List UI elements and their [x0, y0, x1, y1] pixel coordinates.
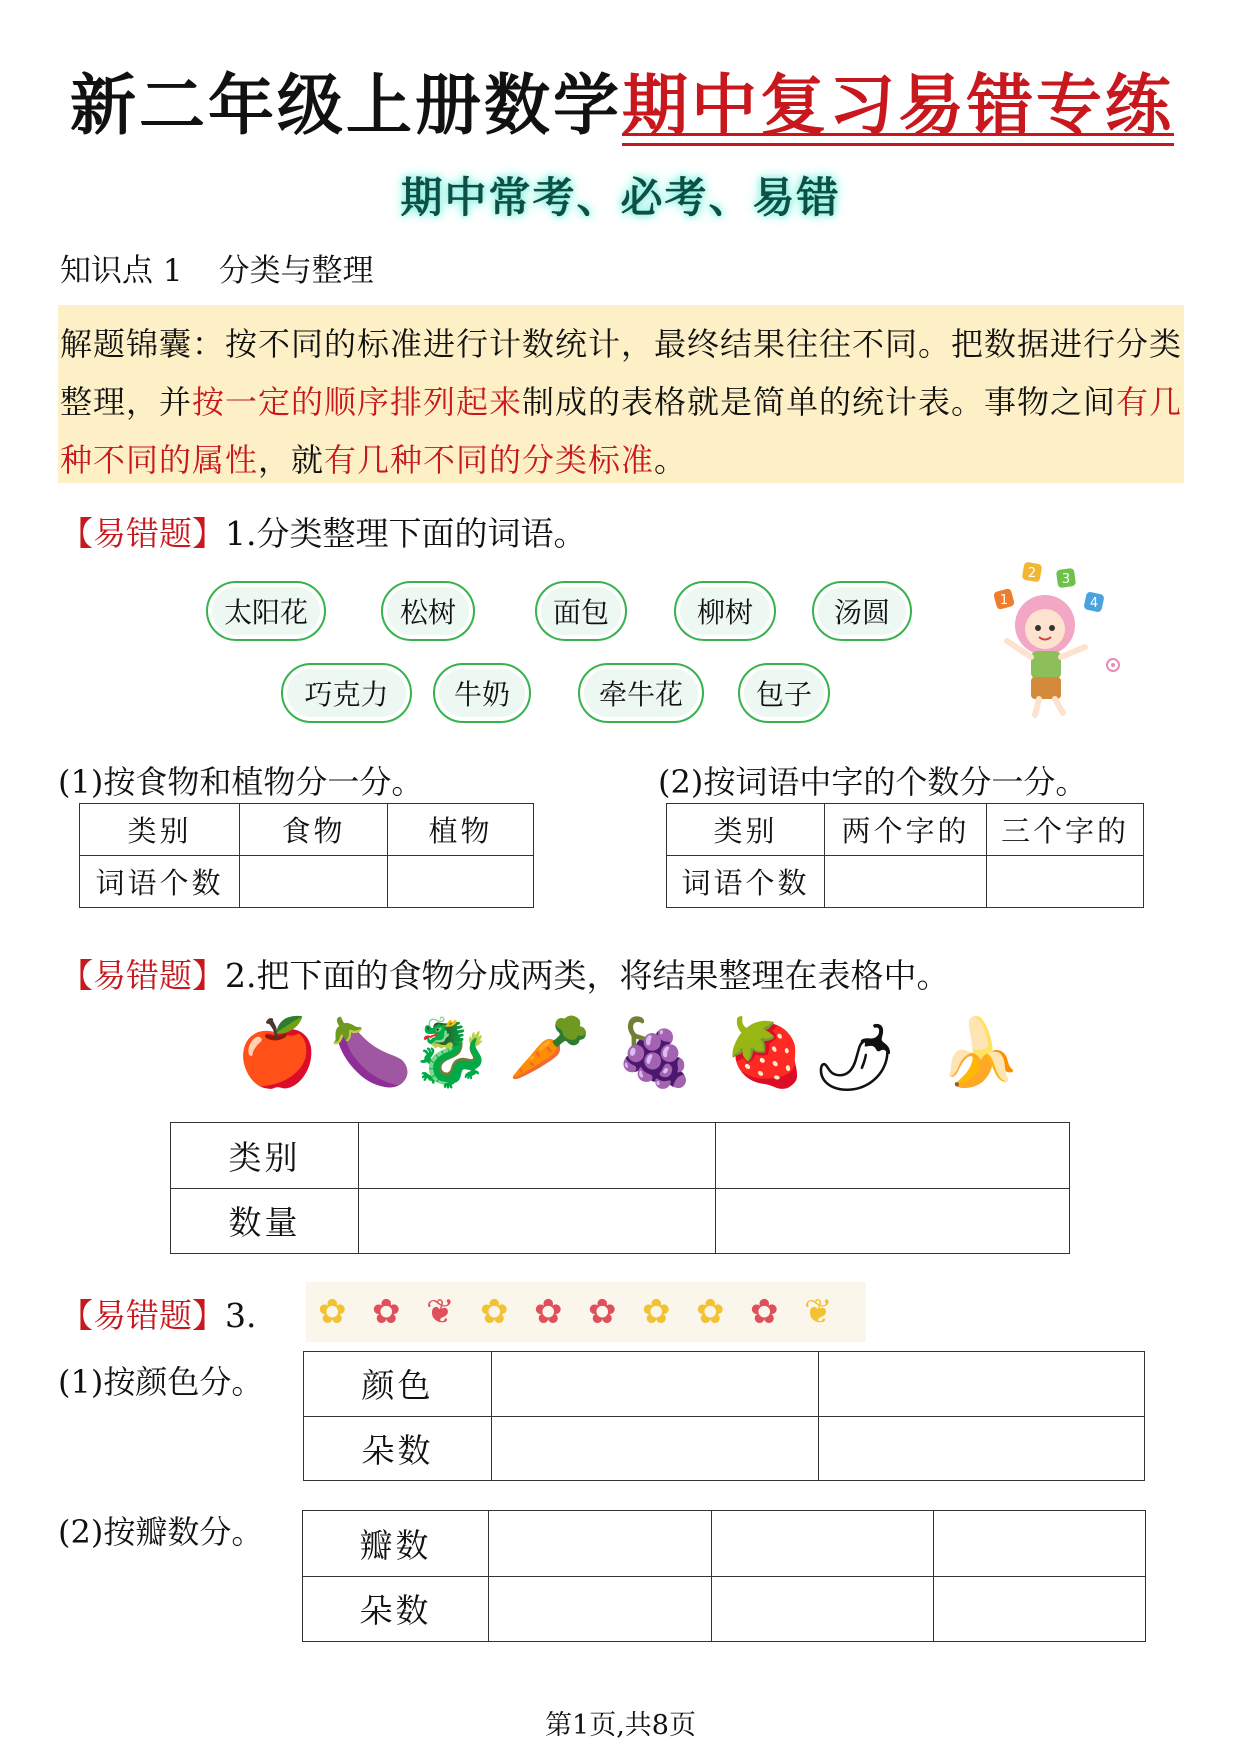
knowledge-topic: 分类与整理	[218, 253, 374, 289]
error-prone-tag: 【易错题】	[60, 514, 225, 553]
table-header: 类别	[667, 804, 825, 856]
tip-text: ，就	[258, 441, 325, 479]
question-text: 2.把下面的食物分成两类，将结果整理在表格中。	[225, 956, 950, 995]
answer-cell[interactable]	[359, 1123, 716, 1189]
error-prone-tag: 【易错题】	[60, 956, 225, 995]
page-footer: 第1页,共8页	[545, 1710, 696, 1741]
table-header: 类别	[80, 804, 240, 856]
tip-highlight: 有几种不同的属性	[60, 383, 1183, 479]
answer-cell[interactable]	[716, 1188, 1070, 1254]
question-1-heading	[60, 508, 587, 555]
answer-cell[interactable]	[492, 1352, 819, 1417]
answer-cell[interactable]	[934, 1511, 1146, 1577]
answer-cell[interactable]	[712, 1511, 934, 1577]
banana-icon: 🍌	[938, 1014, 1022, 1091]
word-cloud: 面包	[535, 581, 627, 641]
dragon-fruit-icon: 🐉	[410, 1014, 493, 1091]
tip-text: 解题锦囊：按不同的标准进行计数统计，最终结果往往不同。把数据进行分类整理，并	[60, 325, 1183, 421]
answer-cell[interactable]	[987, 856, 1144, 908]
table-header: 两个字的	[825, 804, 987, 856]
word-cloud: 牵牛花	[578, 663, 704, 723]
table-row-label: 词语个数	[80, 856, 240, 908]
flower-icon: ✿	[318, 1292, 347, 1332]
word-cloud: 汤圆	[812, 581, 912, 641]
q1-sub2: (2)按词语中字的个数分一分。	[658, 763, 1088, 801]
grapes-icon: 🍇	[614, 1014, 697, 1091]
table-header: 三个字的	[987, 804, 1144, 856]
flower-icon: ❦	[426, 1292, 455, 1332]
q1-sub1: (1)按食物和植物分一分。	[58, 763, 424, 801]
page-title	[70, 52, 1190, 147]
flower-icon: ✿	[372, 1292, 401, 1332]
tip-box	[58, 305, 1184, 483]
table-header: 植物	[388, 804, 534, 856]
q3-table-color	[303, 1351, 1145, 1481]
flower-icon: ❦	[804, 1292, 833, 1332]
question-text: 3.	[225, 1296, 257, 1335]
carrot-icon: 🥕	[508, 1009, 592, 1086]
flower-icon: ✿	[588, 1292, 617, 1332]
answer-cell[interactable]	[359, 1188, 716, 1254]
answer-cell[interactable]	[388, 856, 534, 908]
tip-text: 制成的表格就是简单的统计表。事物之间	[522, 383, 1117, 421]
table-row-label: 词语个数	[667, 856, 825, 908]
q2-table	[170, 1122, 1070, 1254]
q3-sub2: (2)按瓣数分。	[58, 1513, 264, 1551]
table-row-label: 颜色	[304, 1352, 492, 1417]
word-cloud: 牛奶	[433, 663, 531, 723]
table-row-label: 类别	[171, 1123, 359, 1189]
answer-cell[interactable]	[819, 1416, 1145, 1481]
title-part2: 期中复习易错专练	[622, 66, 1174, 144]
svg-text:3: 3	[1061, 572, 1071, 587]
word-cloud: 巧克力	[281, 663, 412, 723]
answer-cell[interactable]	[712, 1576, 934, 1642]
word-cloud: 松树	[381, 581, 475, 641]
word-cloud: 太阳花	[206, 581, 326, 641]
knowledge-point	[60, 245, 374, 290]
apple-icon: 🍎	[236, 1014, 319, 1091]
answer-cell[interactable]	[489, 1576, 712, 1642]
flower-icon: ✿	[696, 1292, 725, 1332]
knowledge-label: 知识点 1	[60, 253, 183, 289]
word-cloud: 柳树	[674, 581, 776, 641]
flower-row	[306, 1282, 866, 1342]
title-part1: 新二年级上册数学	[70, 66, 622, 144]
svg-text:2: 2	[1027, 566, 1037, 581]
answer-cell[interactable]	[819, 1352, 1145, 1417]
page-subtitle: 期中常考、必考、易错	[400, 173, 841, 222]
tip-highlight: 有几种不同的分类标准	[324, 441, 655, 479]
error-prone-tag: 【易错题】	[60, 1296, 225, 1335]
q3-sub1: (1)按颜色分。	[58, 1363, 264, 1401]
word-cloud: 包子	[738, 663, 830, 723]
answer-cell[interactable]	[825, 856, 987, 908]
flower-icon: ✿	[642, 1292, 671, 1332]
svg-text:1: 1	[999, 593, 1009, 608]
answer-cell[interactable]	[934, 1576, 1146, 1642]
table-row-label: 朵数	[304, 1416, 492, 1481]
flower-icon: ✿	[750, 1292, 779, 1332]
answer-cell[interactable]	[240, 856, 388, 908]
q1-table-food-plant	[79, 803, 534, 908]
strawberry-icon: 🍓	[724, 1014, 807, 1091]
table-row-label: 数量	[171, 1188, 359, 1254]
table-row-label: 朵数	[303, 1576, 489, 1642]
flower-icon: ✿	[534, 1292, 563, 1332]
girl-illustration	[985, 555, 1135, 725]
chili-pepper-icon: 🌶	[813, 1019, 897, 1096]
q1-table-char-count	[666, 803, 1144, 908]
answer-cell[interactable]	[489, 1511, 712, 1577]
tip-text: 。	[654, 441, 688, 479]
answer-cell[interactable]	[492, 1416, 819, 1481]
flower-icon: ✿	[480, 1292, 509, 1332]
tip-highlight: 按一定的顺序排列起来	[192, 383, 523, 421]
table-row-label: 瓣数	[303, 1511, 489, 1577]
answer-cell[interactable]	[716, 1123, 1070, 1189]
svg-text:4: 4	[1089, 596, 1099, 611]
eggplant-icon: 🍆	[330, 1014, 413, 1091]
question-2-heading	[60, 950, 950, 997]
question-text: 1.分类整理下面的词语。	[225, 514, 587, 553]
q3-table-petals	[302, 1510, 1146, 1642]
table-header: 食物	[240, 804, 388, 856]
question-3-heading	[60, 1290, 257, 1337]
